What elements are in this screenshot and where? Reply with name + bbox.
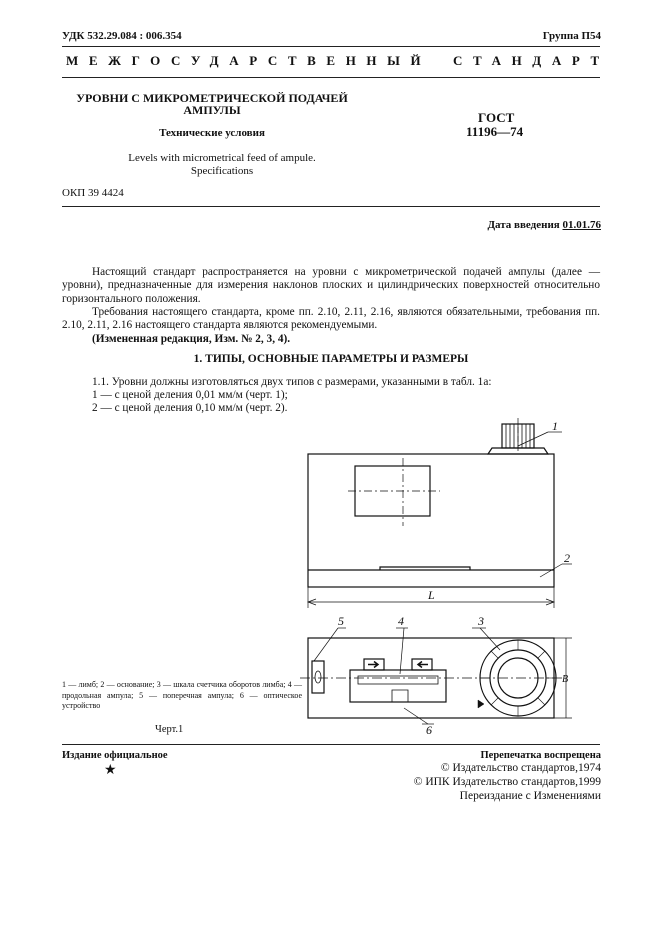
english-title: Levels with micrometrical feed of ampule. Specifications <box>128 152 316 177</box>
requirements-paragraph: Требования настоящего стандарта, кроме пп. 2.10, 2.11, 2.16, являются обязательными, требования пп. 2.10, 2.11, 2.16 настоящего стандарта являются рекомендуемыми. <box>62 306 600 332</box>
gost-number: 11196—74 <box>466 124 524 139</box>
group-code: Группа П54 <box>542 30 601 42</box>
level-drawing <box>300 418 600 738</box>
udk-code: УДК 532.29.084 : 006.354 <box>62 30 182 42</box>
effective-date: Дата введения 01.01.76 <box>487 219 601 231</box>
intro-paragraph: Настоящий стандарт распространяется на уровни с микрометрической подачей ампулы (далее — уровни), предназначенные для измерения наклонов плоских и цилиндрических поверхностей относительно горизонтального положения. <box>62 266 600 305</box>
gost-label: ГОСТ <box>478 110 515 125</box>
dimension-length: L <box>428 588 435 602</box>
section-heading: 1. ТИПЫ, ОСНОВНЫЕ ПАРАМЕТРЫ И РАЗМЕРЫ <box>193 353 469 365</box>
copyright-1974: © Издательство стандартов,1974 <box>440 762 601 774</box>
callout-2: 2 <box>564 551 570 565</box>
callout-4: 4 <box>398 614 404 628</box>
type-2-line: 2 — с ценой деления 0,10 мм/м (черт. 2). <box>92 402 288 414</box>
interstate-heading: МЕЖГОСУДАРСТВЕННЫЙ <box>66 53 432 68</box>
callout-3: 3 <box>478 614 484 628</box>
footer-rule <box>62 744 600 745</box>
official-edition: Издание официальное <box>62 750 168 761</box>
callout-5: 5 <box>338 614 344 628</box>
okp-code: ОКП 39 4424 <box>62 187 124 199</box>
longitudinal-ampule <box>350 670 446 702</box>
document-subtitle: Технические условия <box>159 127 265 139</box>
cross-ampule <box>312 661 324 693</box>
heading-rule <box>62 77 600 78</box>
clause-1-1: 1.1. Уровни должны изготовляться двух типов с размерами, указанными в табл. 1а: <box>92 376 492 388</box>
figure-caption: 1 — лимб; 2 — основание; 3 — шкала счетчика оборотов лимба; 4 — продольная ампула; 5 — поперечная ампула; 6 — оптическое устройство <box>62 680 302 710</box>
figure-label: Черт.1 <box>155 724 184 735</box>
copyright-1999: © ИПК Издательство стандартов,1999 <box>413 776 601 788</box>
optical-device <box>392 690 408 702</box>
top-rule <box>62 46 600 47</box>
okp-rule <box>62 206 600 207</box>
reprint-notice: Перепечатка воспрещена <box>480 750 601 761</box>
star-icon: ★ <box>104 763 117 778</box>
amendment-note: (Измененная редакция, Изм. № 2, 3, 4). <box>92 333 291 345</box>
callout-6: 6 <box>426 723 432 737</box>
type-1-line: 1 — с ценой деления 0,01 мм/м (черт. 1); <box>92 389 288 401</box>
dimension-width: B <box>562 674 569 685</box>
standard-heading: СТАНДАРТ <box>453 53 610 68</box>
effective-date-value: 01.01.76 <box>562 219 601 231</box>
callout-1: 1 <box>552 419 558 433</box>
document-title: УРОВНИ С МИКРОМЕТРИЧЕСКОЙ ПОДАЧЕЙ АМПУЛЫ <box>76 91 348 117</box>
reissue-note: Переиздание с Изменениями <box>459 790 601 802</box>
